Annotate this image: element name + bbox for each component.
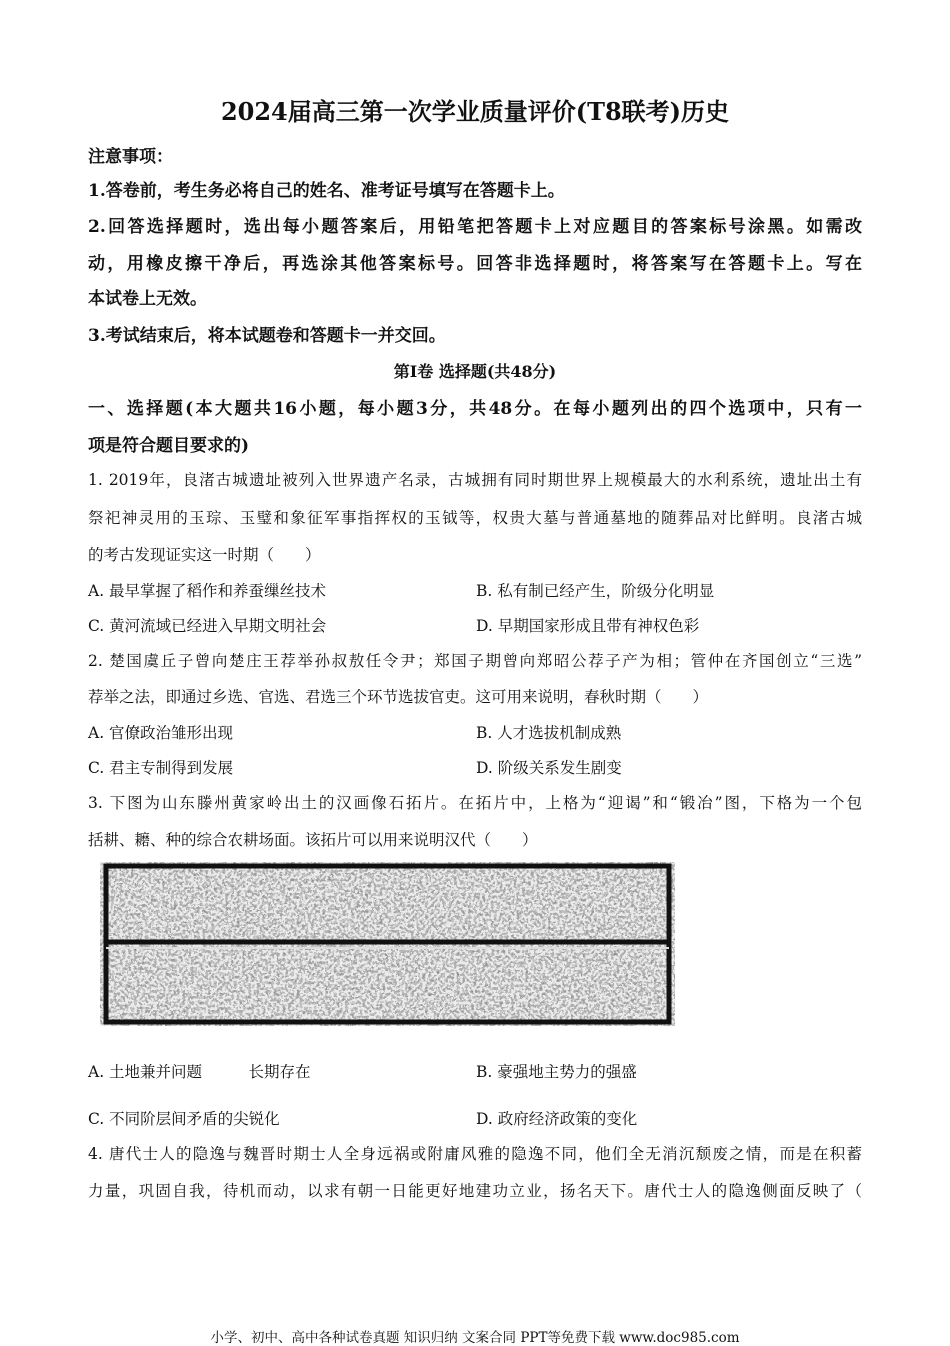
q2-option-c: C. 君主专制得到发展 [88, 759, 234, 777]
question-3-stem: 3. 下图为山东滕州黄家岭出土的汉画像石拓片。在拓片中，上格为“迎谒”和“锻冶”图，下格为一个包 [88, 794, 862, 812]
q3-option-a: A. 土地兼并问题 长期存在 [88, 1063, 311, 1081]
q3-option-b: B. 豪强地主势力的强盛 [476, 1063, 637, 1081]
q3-option-c: C. 不同阶层间矛盾的尖锐化 [88, 1110, 280, 1128]
notice-item-2: 2.回答选择题时，选出每小题答案后，用铅笔把答题卡上对应题目的答案标号涂黑。如需改 [88, 217, 862, 237]
section-instruction-cont: 项是符合题目要求的) [88, 436, 250, 456]
section-instruction: 一、选择题(本大题共16小题，每小题3分，共48分。在每小题列出的四个选项中，只有一 [88, 399, 862, 419]
han-stone-relief-rubbing-image [100, 862, 675, 1026]
q2-option-a: A. 官僚政治雏形出现 [88, 724, 234, 742]
page-title: 2024届高三第一次学业质量评价(T8联考)历史 [220, 97, 730, 126]
notice-heading: 注意事项： [88, 147, 173, 167]
notice-item-2-end: 本试卷上无效。 [88, 289, 207, 309]
notice-item-1: 1.答卷前，考生务必将自己的姓名、准考证号填写在答题卡上。 [88, 181, 565, 201]
q1-option-a: A. 最早掌握了稻作和养蚕缫丝技术 [88, 582, 327, 600]
notice-item-2-cont: 动，用橡皮擦干净后，再选涂其他答案标号。回答非选择题时，将答案写在答题卡上。写在 [88, 254, 862, 274]
q2-option-b: B. 人才选拔机制成熟 [476, 724, 622, 742]
question-3-stem-cont: 括耕、耱、种的综合农耕场面。该拓片可以用来说明汉代（ ） [88, 831, 538, 849]
q1-option-d: D. 早期国家形成且带有神权色彩 [476, 617, 700, 635]
question-4-stem-cont: 力量，巩固自我，待机而动，以求有朝一日能更好地建功立业，扬名天下。唐代士人的隐逸侧面反映了（ [88, 1182, 862, 1200]
q1-option-c: C. 黄河流域已经进入早期文明社会 [88, 617, 327, 635]
q2-option-d: D. 阶级关系发生剧变 [476, 759, 622, 777]
question-1-stem-end: 的考古发现证实这一时期（ ） [88, 546, 321, 564]
footer-banner: 小学、初中、高中各种试卷真题 知识归纳 文案合同 PPT等免费下载 www.doc985.com [210, 1330, 740, 1346]
question-2-stem-cont: 荐举之法，即通过乡选、官选、君选三个环节选拔官吏。这可用来说明，春秋时期（ ） [88, 688, 709, 706]
q3-option-d: D. 政府经济政策的变化 [476, 1110, 638, 1128]
notice-item-3: 3.考试结束后，将本试题卷和答题卡一并交回。 [88, 326, 446, 346]
question-1-stem-cont: 祭祀神灵用的玉琮、玉璧和象征军事指挥权的玉钺等，权贵大墓与普通墓地的随葬品对比鲜明。良渚古城 [88, 509, 862, 527]
q1-option-b: B. 私有制已经产生，阶级分化明显 [476, 582, 715, 600]
question-1-stem: 1. 2019年，良渚古城遗址被列入世界遗产名录，古城拥有同时期世界上规模最大的水利系统，遗址出土有 [88, 471, 862, 489]
part-title: 第Ⅰ卷 选择题(共48分) [393, 362, 557, 381]
question-2-stem: 2. 楚国虞丘子曾向楚庄王荐举孙叔敖任令尹；郑国子期曾向郑昭公荐子产为相；管仲在齐国创立“三选” [88, 652, 862, 670]
question-4-stem: 4. 唐代士人的隐逸与魏晋时期士人全身远祸或附庸风雅的隐逸不同，他们全无消沉颓废之情，而是在积蓄 [88, 1145, 862, 1163]
